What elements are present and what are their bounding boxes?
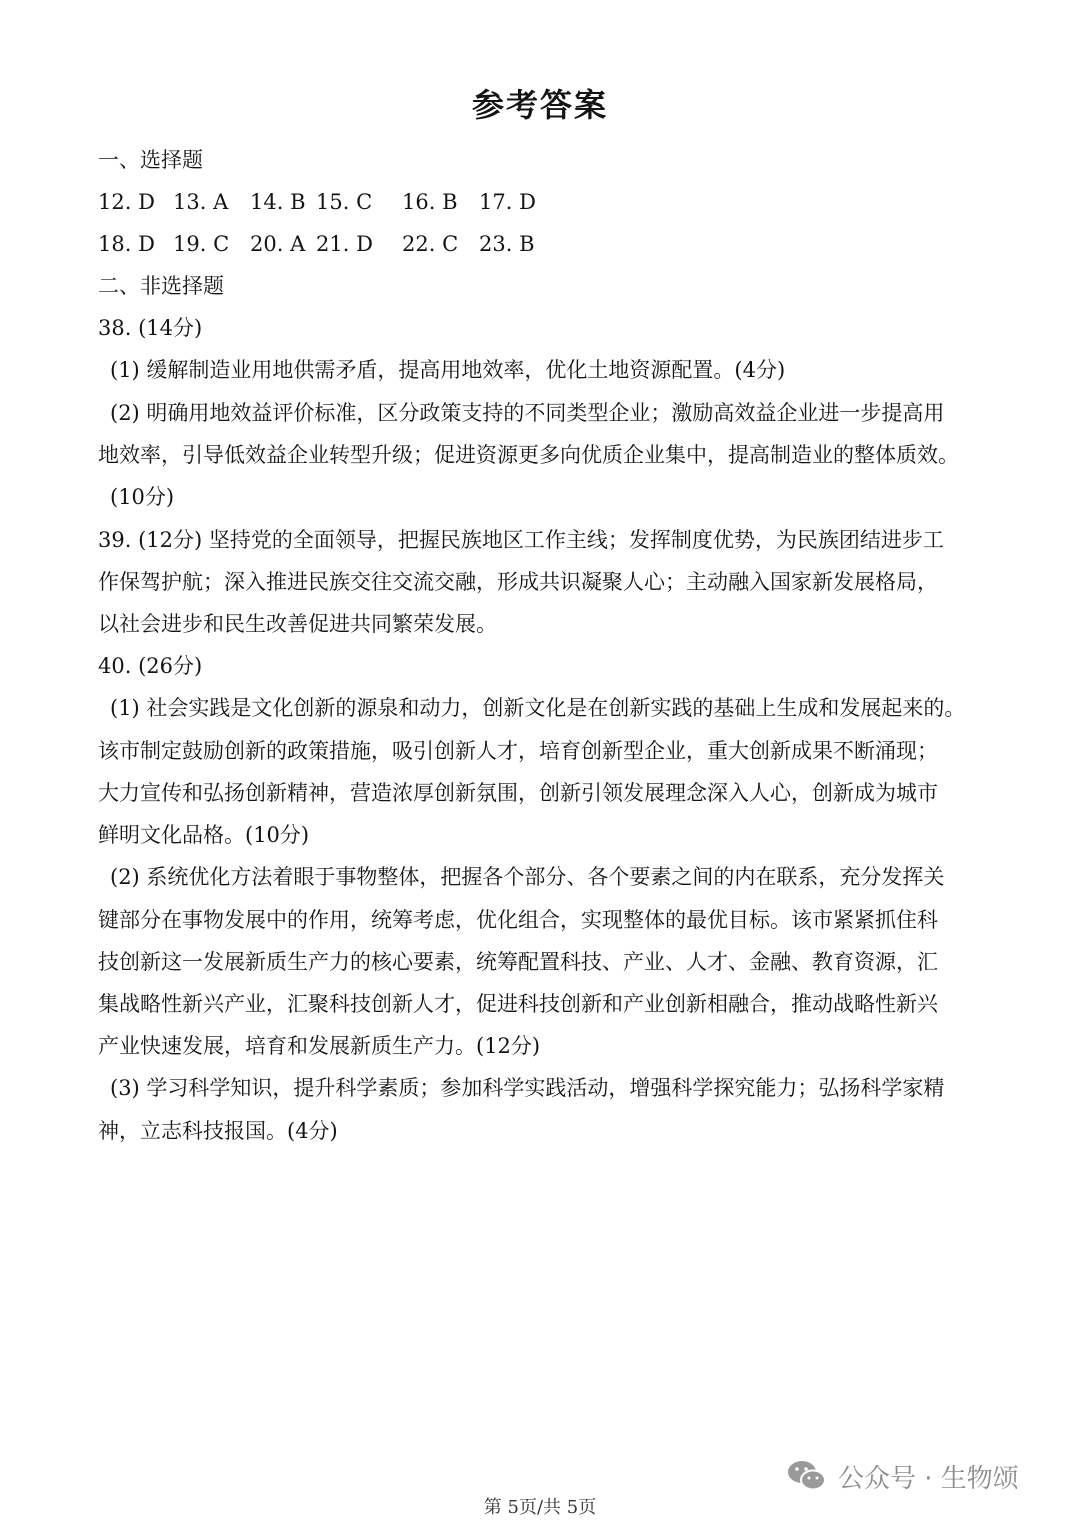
q40-part-3-line: 神，立志科技报国。(4分) bbox=[98, 1119, 338, 1143]
q38-part-2-line: 地效率，引导低效益企业转型升级；促进资源更多向优质企业集中，提高制造业的整体质效。 bbox=[98, 443, 959, 467]
wechat-icon bbox=[786, 1458, 828, 1494]
mc-answer: 16. B bbox=[402, 190, 458, 214]
page-title: 参考答案 bbox=[471, 86, 608, 124]
mc-answer: 23. B bbox=[479, 232, 535, 256]
q39-line: 以社会进步和民生改善促进共同繁荣发展。 bbox=[98, 612, 497, 636]
q39-line: 39. (12分) 坚持党的全面领导，把握民族地区工作主线；发挥制度优势，为民族团结进步工 bbox=[98, 528, 944, 552]
watermark-text: 公众号 · 生物颂 bbox=[838, 1463, 1019, 1494]
q38-heading: 38. (14分) bbox=[98, 316, 203, 340]
q40-part-3-line: (3) 学习科学知识，提升科学素质；参加科学实践活动，增强科学探究能力；弘扬科学家精 bbox=[110, 1076, 945, 1100]
wechat-watermark bbox=[786, 1456, 1019, 1496]
section-heading-non-choice: 二、非选择题 bbox=[98, 274, 224, 298]
mc-answer: 12. D bbox=[98, 190, 155, 214]
page-number: 第 5页/共 5页 bbox=[483, 1497, 597, 1518]
q40-part-1-line: 鲜明文化品格。(10分) bbox=[98, 823, 310, 847]
q40-heading: 40. (26分) bbox=[98, 654, 203, 678]
mc-answer: 15. C bbox=[316, 190, 373, 214]
q38-part-2-line: (2) 明确用地效益评价标准，区分政策支持的不同类型企业；激励高效益企业进一步提高用 bbox=[110, 401, 945, 425]
q40-part-1-line: (1) 社会实践是文化创新的源泉和动力，创新文化是在创新实践的基础上生成和发展起来的。 bbox=[110, 696, 966, 720]
mc-answer: 17. D bbox=[479, 190, 536, 214]
q40-part-1-line: 该市制定鼓励创新的政策措施，吸引创新人才，培育创新型企业，重大创新成果不断涌现； bbox=[98, 739, 938, 763]
mc-answer: 21. D bbox=[316, 232, 373, 256]
q40-part-2-line: 键部分在事物发展中的作用，统筹考虑，优化组合，实现整体的最优目标。该市紧紧抓住科 bbox=[98, 908, 938, 932]
q38-part-1: (1) 缓解制造业用地供需矛盾，提高用地效率，优化土地资源配置。(4分) bbox=[110, 358, 786, 382]
q40-part-2-line: 技创新这一发展新质生产力的核心要素，统筹配置科技、产业、人才、金融、教育资源，汇 bbox=[98, 950, 938, 974]
mc-answer: 18. D bbox=[98, 232, 155, 256]
mc-answer: 22. C bbox=[402, 232, 459, 256]
q40-part-1-line: 大力宣传和弘扬创新精神，营造浓厚创新氛围，创新引领发展理念深入人心，创新成为城市 bbox=[98, 781, 938, 805]
mc-answer: 19. C bbox=[173, 232, 230, 256]
mc-answer: 13. A bbox=[173, 190, 229, 214]
q40-part-2-line: 集战略性新兴产业，汇聚科技创新人才，促进科技创新和产业创新相融合，推动战略性新兴 bbox=[98, 992, 938, 1016]
q40-part-2-line: 产业快速发展，培育和发展新质生产力。(12分) bbox=[98, 1034, 541, 1058]
mc-answer: 20. A bbox=[250, 232, 306, 256]
mc-answer: 14. B bbox=[250, 190, 306, 214]
q40-part-2-line: (2) 系统优化方法着眼于事物整体，把握各个部分、各个要素之间的内在联系，充分发挥关 bbox=[110, 865, 945, 889]
section-heading-multiple-choice: 一、选择题 bbox=[98, 148, 203, 172]
q38-part-2-score: (10分) bbox=[110, 485, 175, 509]
q39-line: 作保驾护航；深入推进民族交往交流交融，形成共识凝聚人心；主动融入国家新发展格局， bbox=[98, 570, 938, 594]
